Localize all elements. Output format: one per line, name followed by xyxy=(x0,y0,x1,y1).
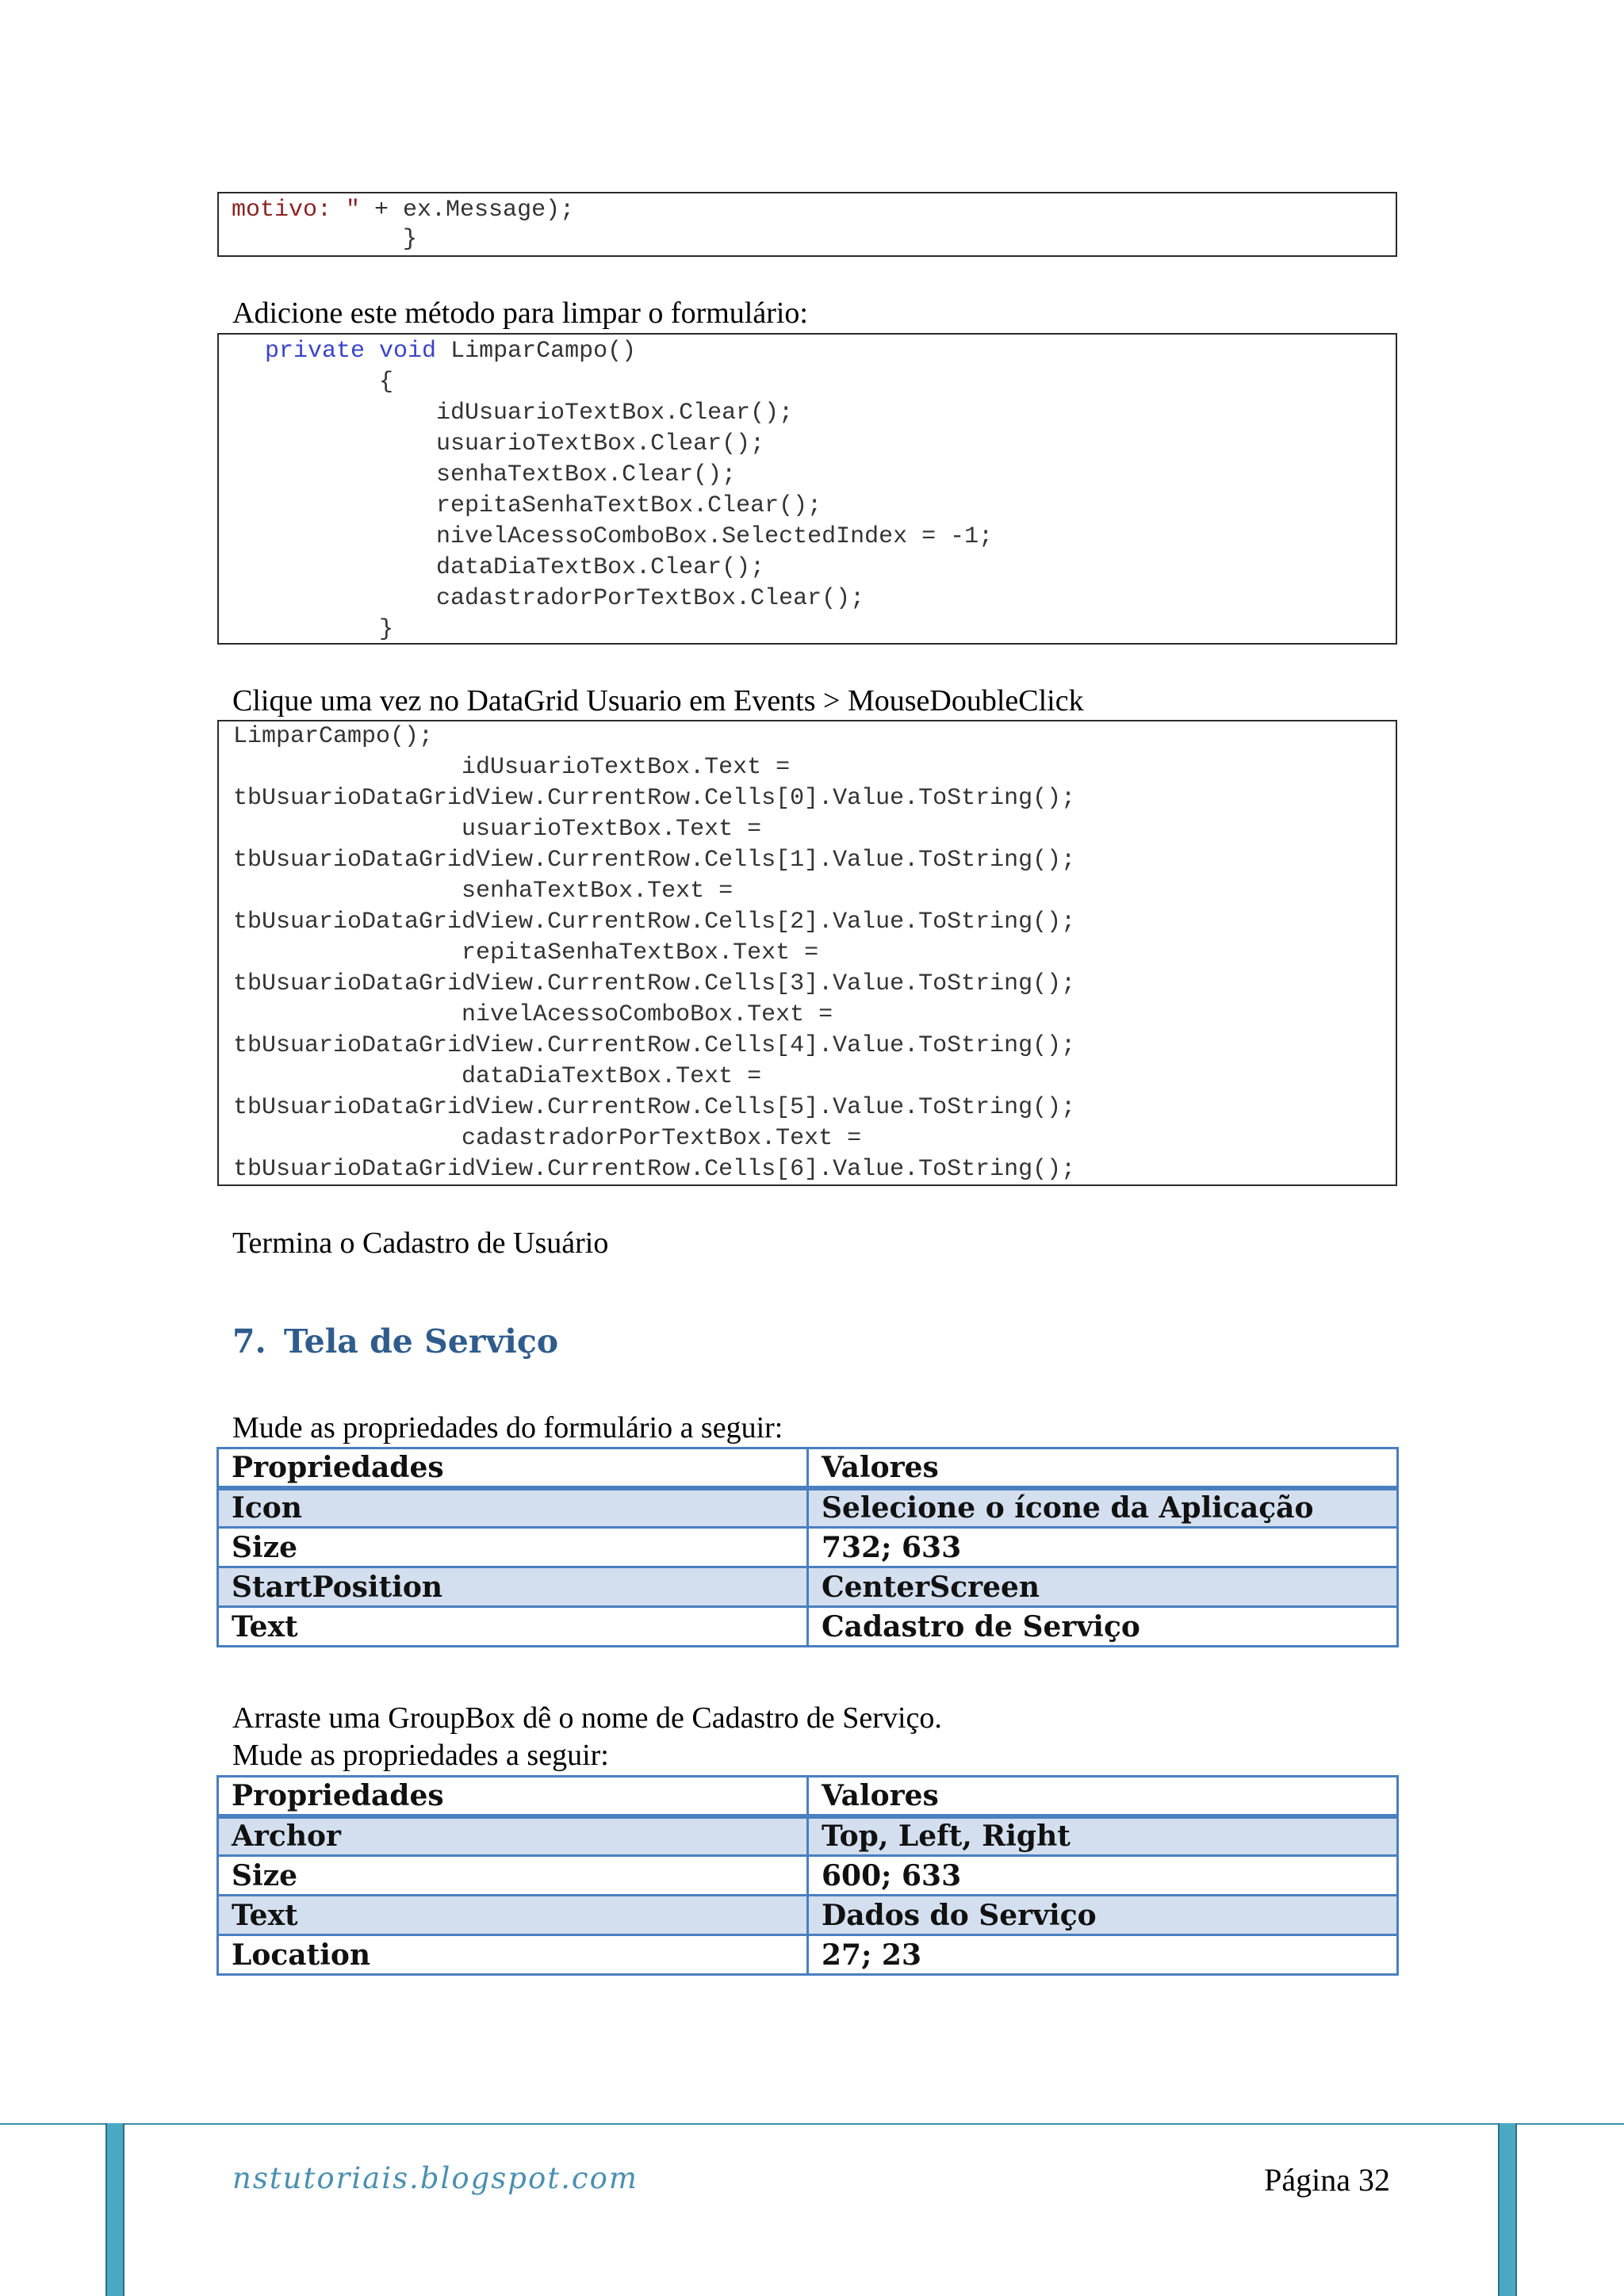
table-header-row xyxy=(218,1448,1398,1488)
code-line xyxy=(265,336,636,367)
table-row xyxy=(218,1528,1398,1567)
paragraph-end-user-registration: Termina o Cadastro de Usuário xyxy=(232,1226,609,1260)
code-line: tbUsuarioDataGridView.CurrentRow.Cells[6].Value.ToString(); xyxy=(233,1156,1076,1183)
footer-right-bar xyxy=(1498,2123,1517,2296)
footer-site-name: nstutoriais.blogspot.com xyxy=(232,2161,638,2195)
code-line: { xyxy=(265,369,394,396)
table-row xyxy=(218,1488,1398,1528)
table-cell: Icon xyxy=(218,1488,808,1528)
table-cell: Size xyxy=(218,1856,808,1896)
code-line: tbUsuarioDataGridView.CurrentRow.Cells[3].Value.ToString(); xyxy=(233,970,1076,997)
table-cell: Size xyxy=(218,1528,808,1567)
code-line: tbUsuarioDataGridView.CurrentRow.Cells[4].Value.ToString(); xyxy=(233,1032,1076,1059)
code-line: LimparCampo(); xyxy=(233,723,434,750)
table-cell: Text xyxy=(218,1896,808,1935)
paragraph-add-method: Adicione este método para limpar o formulário: xyxy=(232,297,808,330)
code-keyword: void xyxy=(379,338,437,365)
code-line: senhaTextBox.Clear(); xyxy=(265,461,737,488)
code-block-doubleclick xyxy=(217,720,1397,1186)
table-header-cell: Propriedades xyxy=(218,1448,808,1488)
code-line: senhaTextBox.Text = xyxy=(233,878,733,905)
code-line: dataDiaTextBox.Text = xyxy=(233,1063,762,1090)
footer-left-bar xyxy=(105,2123,124,2296)
code-line: idUsuarioTextBox.Text = xyxy=(233,754,791,781)
table-cell: Dados do Serviço xyxy=(808,1896,1398,1935)
table-header-cell: Propriedades xyxy=(218,1777,808,1816)
paragraph-datagrid-event: Clique uma vez no DataGrid Usuario em Events > MouseDoubleClick xyxy=(232,684,1084,718)
table-cell: Location xyxy=(218,1935,808,1975)
code-line xyxy=(232,195,574,226)
table-cell: Top, Left, Right xyxy=(808,1816,1398,1856)
paragraph-form-properties: Mude as propriedades do formulário a seguir: xyxy=(232,1411,783,1445)
code-text: LimparCampo() xyxy=(436,338,637,365)
section-heading xyxy=(232,1322,558,1360)
table-row xyxy=(218,1935,1398,1975)
code-line: tbUsuarioDataGridView.CurrentRow.Cells[2].Value.ToString(); xyxy=(233,909,1076,936)
code-line: } xyxy=(232,226,418,253)
code-block-limpar-campo xyxy=(217,333,1397,645)
code-line: } xyxy=(265,616,394,643)
code-line: usuarioTextBox.Clear(); xyxy=(265,430,765,457)
code-line: nivelAcessoComboBox.SelectedIndex = -1; xyxy=(265,523,994,550)
code-line: nivelAcessoComboBox.Text = xyxy=(233,1001,833,1028)
table-cell: 600; 633 xyxy=(808,1856,1398,1896)
code-line: tbUsuarioDataGridView.CurrentRow.Cells[5].Value.ToString(); xyxy=(233,1094,1076,1121)
groupbox-properties-table xyxy=(216,1775,1399,1976)
table-row xyxy=(218,1896,1398,1935)
paragraph-change-properties: Mude as propriedades a seguir: xyxy=(232,1739,609,1772)
table-row xyxy=(218,1607,1398,1647)
code-line: cadastradorPorTextBox.Text = xyxy=(233,1125,862,1152)
table-row xyxy=(218,1816,1398,1856)
table-header-cell: Valores xyxy=(808,1448,1398,1488)
table-cell: CenterScreen xyxy=(808,1567,1398,1607)
code-string: motivo: " xyxy=(232,197,361,224)
table-row xyxy=(218,1567,1398,1607)
form-properties-table xyxy=(216,1447,1399,1647)
code-line: dataDiaTextBox.Clear(); xyxy=(265,554,765,581)
table-cell: Selecione o ícone da Aplicação xyxy=(808,1488,1398,1528)
code-block-exception xyxy=(217,192,1397,257)
footer-divider xyxy=(0,2123,1624,2125)
section-title: Tela de Serviço xyxy=(283,1322,559,1360)
paragraph-groupbox: Arraste uma GroupBox dê o nome de Cadastro de Serviço. xyxy=(232,1701,942,1735)
table-cell: 732; 633 xyxy=(808,1528,1398,1567)
table-row xyxy=(218,1856,1398,1896)
code-line: repitaSenhaTextBox.Text = xyxy=(233,939,819,966)
code-line: cadastradorPorTextBox.Clear(); xyxy=(265,585,865,612)
section-number: 7. xyxy=(232,1322,266,1360)
table-cell: StartPosition xyxy=(218,1567,808,1607)
code-line: tbUsuarioDataGridView.CurrentRow.Cells[0].Value.ToString(); xyxy=(233,785,1076,812)
footer-page-number: Página 32 xyxy=(1264,2162,1390,2198)
code-text: + ex.Message); xyxy=(360,197,575,224)
table-cell: Cadastro de Serviço xyxy=(808,1607,1398,1647)
code-line: idUsuarioTextBox.Clear(); xyxy=(265,400,794,427)
table-cell: Archor xyxy=(218,1816,808,1856)
table-cell: 27; 23 xyxy=(808,1935,1398,1975)
code-line: repitaSenhaTextBox.Clear(); xyxy=(265,492,822,519)
table-cell: Text xyxy=(218,1607,808,1647)
code-line: usuarioTextBox.Text = xyxy=(233,816,762,843)
table-header-cell: Valores xyxy=(808,1777,1398,1816)
table-header-row xyxy=(218,1777,1398,1816)
code-line: tbUsuarioDataGridView.CurrentRow.Cells[1].Value.ToString(); xyxy=(233,847,1076,874)
code-keyword: private xyxy=(265,338,366,365)
